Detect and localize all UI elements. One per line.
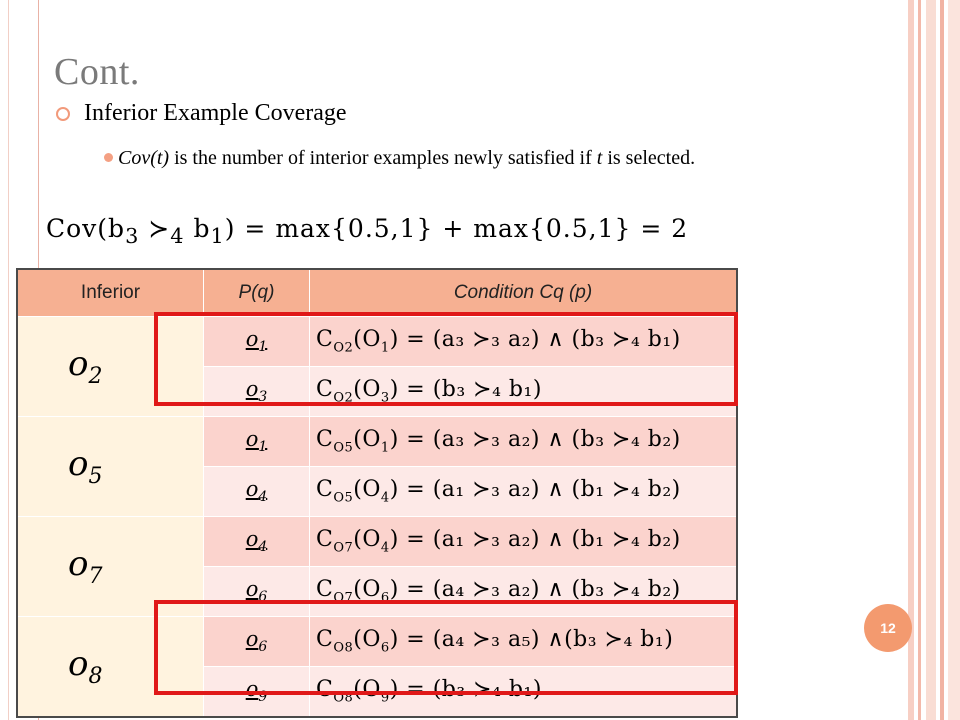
bullet-main bbox=[54, 100, 347, 127]
table-row bbox=[17, 617, 737, 667]
slide-title: Cont. bbox=[54, 51, 140, 93]
coverage-formula: $Cov(b_3$ $≻_4$ $b_1) = \max\{0.5,1\} + \max\{0.5,1\} = 2$ bbox=[46, 214, 689, 248]
inferior-cell: $o_8$ bbox=[17, 617, 204, 718]
header-inferior: Inferior bbox=[17, 269, 204, 317]
formula-b-sub: 1 bbox=[210, 224, 225, 248]
formula-rel-sub: 4 bbox=[170, 224, 185, 248]
cov-definition-end: is selected. bbox=[602, 147, 696, 169]
pq-cell: $o_6$ bbox=[204, 567, 310, 617]
formula-lhs: Cov(b bbox=[46, 214, 126, 243]
bullet-dot-icon bbox=[104, 153, 113, 162]
condition-cell: $C_{O5}(O_4) = (a_1$ ≻₃ a₂) ∧ (b₁ ≻₄ b₂) bbox=[310, 467, 738, 517]
coverage-table bbox=[16, 268, 738, 718]
formula-lhs-sub: 3 bbox=[125, 224, 140, 248]
table-row bbox=[17, 417, 737, 467]
cov-term: Cov(t) bbox=[118, 147, 170, 169]
bullet-sub bbox=[104, 144, 744, 172]
condition-cell: $C_{O2}(O_1) = (a_3$ ≻₃ a₂) ∧ (b₃ ≻₄ b₁) bbox=[310, 317, 738, 367]
pq-cell: $o_4$ bbox=[204, 517, 310, 567]
table-header-row bbox=[17, 269, 737, 317]
bullet-ring-icon bbox=[56, 107, 70, 121]
bullet-main-text: Inferior Example Coverage bbox=[84, 100, 347, 126]
table-row bbox=[17, 517, 737, 567]
inferior-cell: $o_5$ bbox=[17, 417, 204, 517]
pq-cell: $o_4$ bbox=[204, 467, 310, 517]
pq-cell: $o_1$ bbox=[204, 317, 310, 367]
cov-var: t bbox=[596, 147, 603, 169]
header-pq: P(q) bbox=[204, 269, 310, 317]
pq-cell: $o_3$ bbox=[204, 367, 310, 417]
condition-cell: $C_{O8}(O_6) = (a_4$ ≻₃ a₅) ∧(b₃ ≻₄ b₁) bbox=[310, 617, 738, 667]
inferior-cell: $o_7$ bbox=[17, 517, 204, 617]
pq-cell: $o_9$ bbox=[204, 667, 310, 718]
cov-definition: is the number of interior examples newly satisfied if bbox=[169, 147, 597, 169]
page-number-badge: 12 bbox=[864, 604, 912, 652]
inferior-cell: $o_2$ bbox=[17, 317, 204, 417]
condition-cell: $C_{O8}(O_9) = (b_3$ ≻₄ b₁) bbox=[310, 667, 738, 718]
right-border-decoration bbox=[908, 0, 960, 720]
condition-cell: $C_{O5}(O_1) = (a_3$ ≻₃ a₂) ∧ (b₃ ≻₄ b₂) bbox=[310, 417, 738, 467]
condition-cell: $C_{O7}(O_4) = (a_1$ ≻₃ a₂) ∧ (b₁ ≻₄ b₂) bbox=[310, 517, 738, 567]
condition-cell: $C_{O2}(O_3) = (b_3$ ≻₄ b₁) bbox=[310, 367, 738, 417]
bullet-sub-text bbox=[118, 144, 744, 172]
prec-icon: ≻ bbox=[148, 214, 171, 243]
table-row bbox=[17, 317, 737, 367]
formula-rhs: ) = max{0.5,1} + max{0.5,1} = 2 bbox=[224, 214, 689, 243]
pq-cell: $o_6$ bbox=[204, 617, 310, 667]
condition-cell: $C_{O7}(O_6) = (a_4$ ≻₃ a₂) ∧ (b₃ ≻₄ b₂) bbox=[310, 567, 738, 617]
pq-cell: $o_1$ bbox=[204, 417, 310, 467]
header-condition: Condition Cq (p) bbox=[310, 269, 738, 317]
